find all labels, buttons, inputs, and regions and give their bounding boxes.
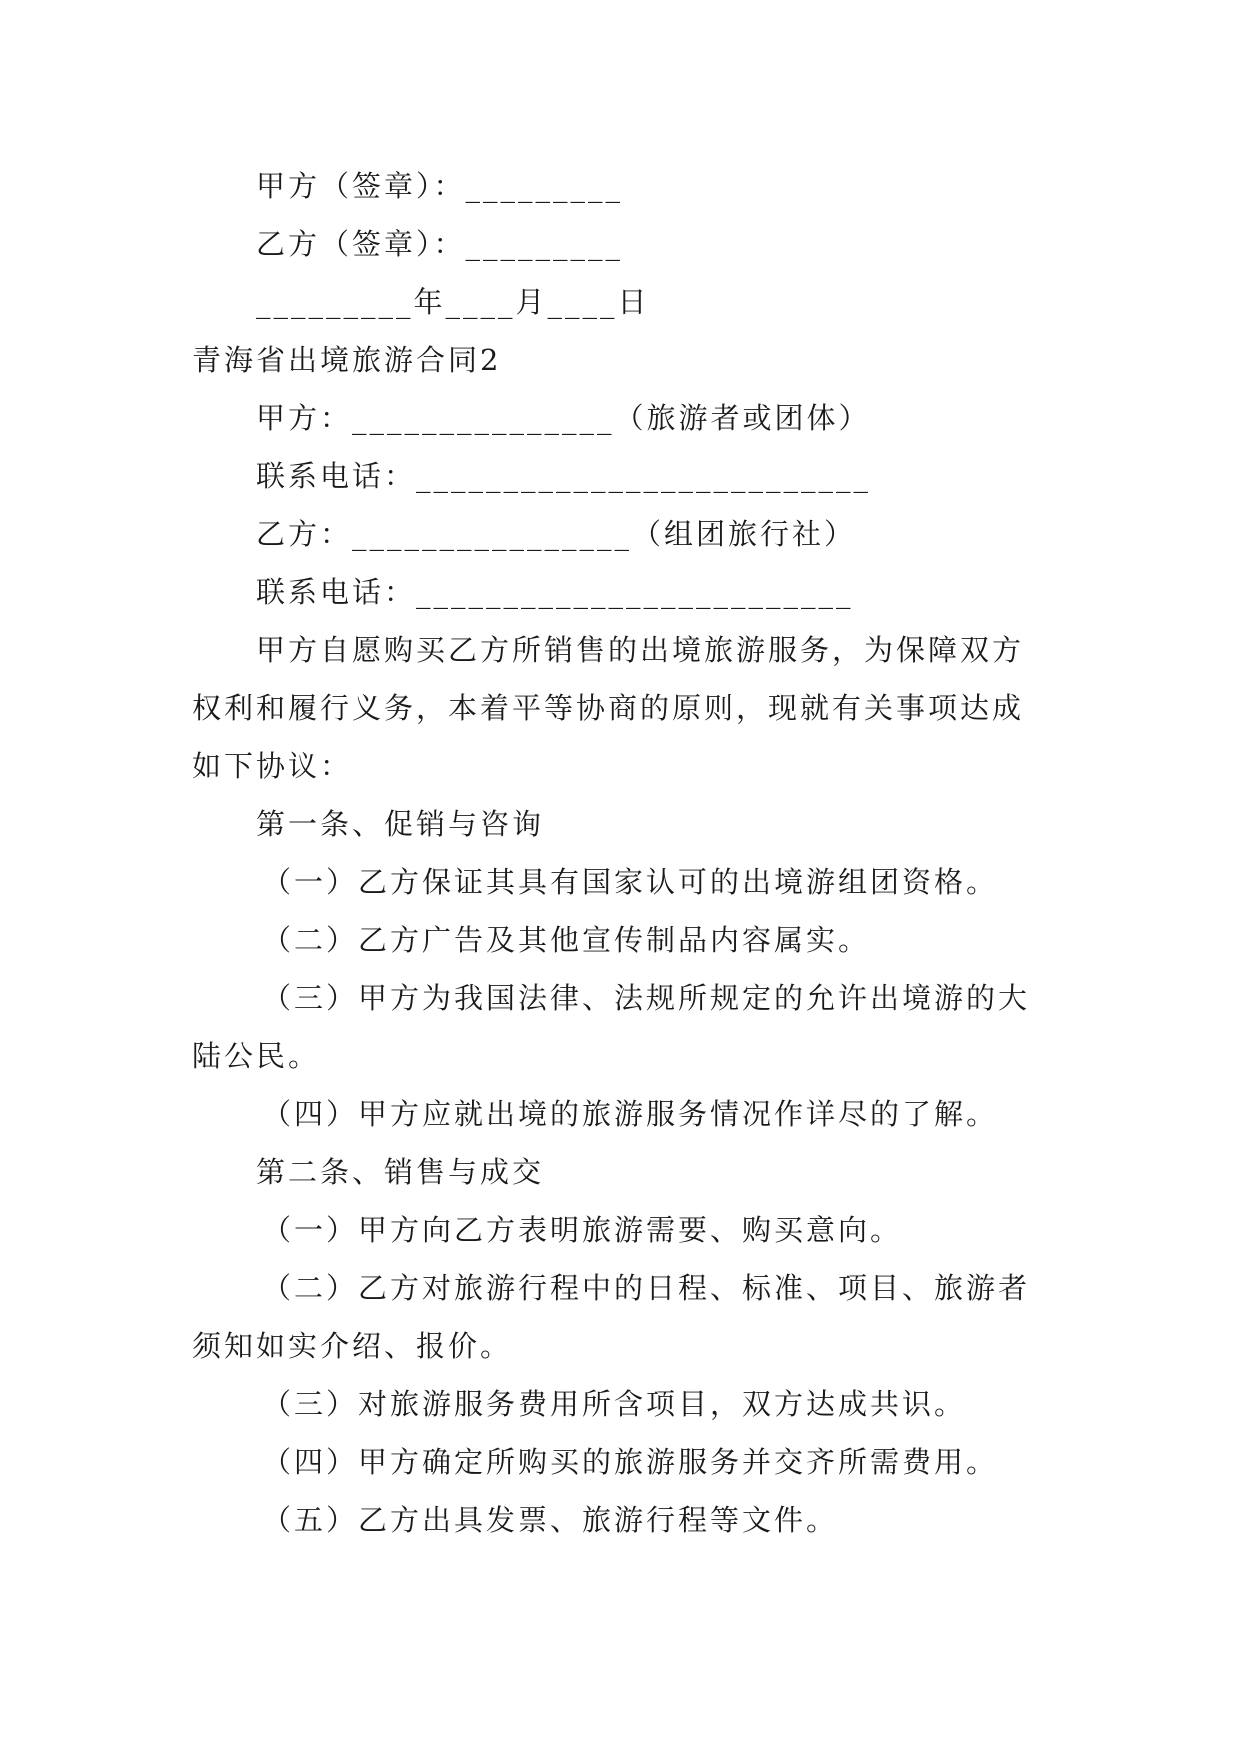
clause-line: （一）甲方向乙方表明旅游需要、购买意向。 (262, 1213, 903, 1247)
clause-line: （四）甲方确定所购买的旅游服务并交齐所需费用。 (262, 1445, 999, 1479)
article-heading: 第二条、销售与成交 (256, 1155, 545, 1189)
party-b-line: 乙方：________________（组团旅行社） (256, 517, 857, 551)
article-heading: 第一条、促销与咨询 (256, 807, 545, 841)
party-a-phone-line: 联系电话：__________________________ (256, 459, 872, 493)
clause-line: （五）乙方出具发票、旅游行程等文件。 (262, 1503, 839, 1537)
preamble-line: 如下协议： (192, 749, 353, 783)
clause-line: （一）乙方保证其具有国家认可的出境游组团资格。 (262, 865, 999, 899)
party-a-signature-line: 甲方（签章）：_________ (256, 169, 624, 203)
clause-line: （三）对旅游服务费用所含项目，双方达成共识。 (262, 1387, 967, 1421)
party-b-phone-line: 联系电话：_________________________ (256, 575, 854, 609)
party-a-line: 甲方：_______________（旅游者或团体） (256, 401, 871, 435)
preamble-line: 甲方自愿购买乙方所销售的出境旅游服务，为保障双方 (256, 633, 1025, 667)
clause-line: 陆公民。 (192, 1039, 321, 1073)
document-title: 青海省出境旅游合同2 (192, 343, 502, 377)
clause-line: （四）甲方应就出境的旅游服务情况作详尽的了解。 (262, 1097, 999, 1131)
party-b-signature-line: 乙方（签章）：_________ (256, 227, 624, 261)
clause-line: （二）乙方广告及其他宣传制品内容属实。 (262, 923, 871, 957)
preamble-line: 权利和履行义务，本着平等协商的原则，现就有关事项达成 (192, 691, 1025, 725)
clause-line: （二）乙方对旅游行程中的日程、标准、项目、旅游者 (262, 1271, 1031, 1305)
clause-line: （三）甲方为我国法律、法规所规定的允许出境游的大 (262, 981, 1031, 1015)
clause-line: 须知如实介绍、报价。 (192, 1329, 513, 1363)
date-line: _________年____月____日 (256, 285, 650, 319)
